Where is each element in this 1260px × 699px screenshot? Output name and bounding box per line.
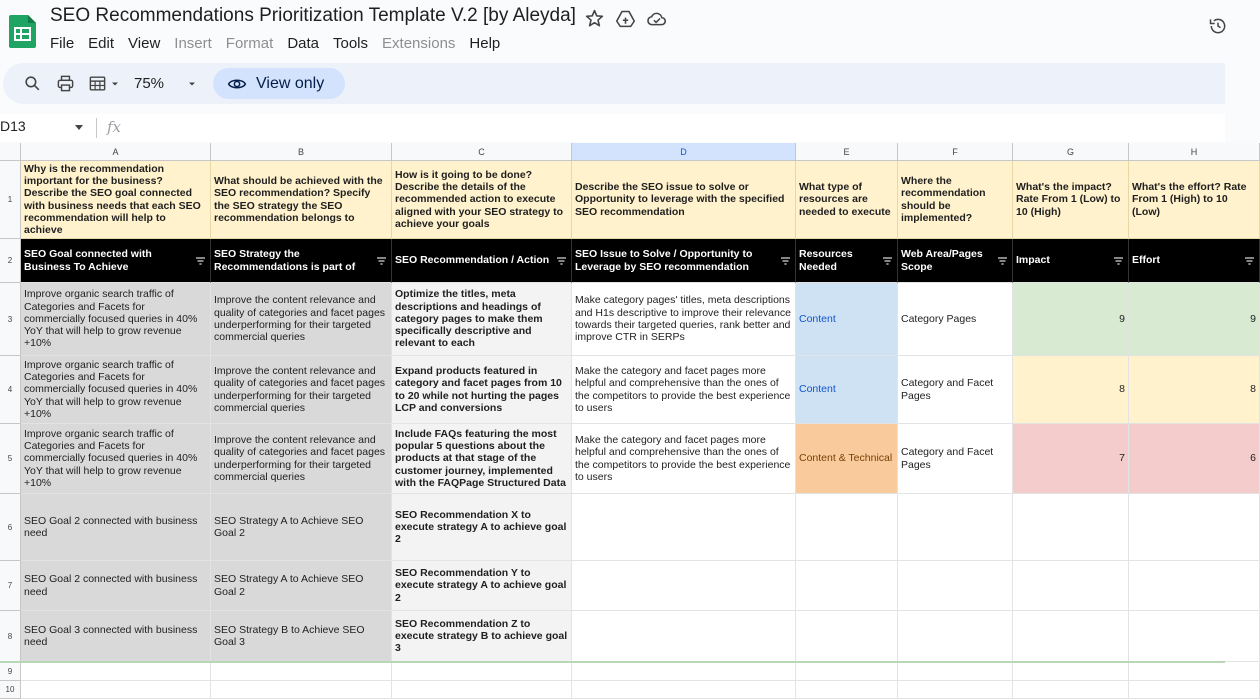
menu-format: Format — [225, 35, 274, 52]
strategy-cell[interactable] — [211, 283, 392, 356]
menu-view[interactable]: View — [128, 35, 161, 52]
recommendation-text: Include FAQs featuring the most popular 5 questions about the products at that stage of the customer journey, implemented with the FAQPage Structured Data — [395, 427, 566, 489]
row-header-7[interactable]: 7 — [0, 561, 21, 611]
resources-cell[interactable] — [796, 283, 898, 356]
history-icon[interactable] — [1208, 16, 1228, 36]
header-text: SEO Goal connected with Business To Achieve — [24, 248, 152, 273]
recommendation-cell[interactable] — [392, 356, 572, 424]
row-header-6[interactable]: 6 — [0, 494, 21, 561]
header-text: Web Area/Pages Scope — [901, 248, 983, 273]
row-header-5[interactable]: 5 — [0, 424, 21, 494]
strategy-cell[interactable] — [211, 494, 392, 561]
issue-text: Make the category and facet pages more helpful and comprehensive than the ones of the competitors to provide the best experience to users — [575, 433, 791, 483]
empty-cell[interactable] — [572, 681, 796, 699]
goal-text: Improve organic search traffic of Categories and Facets for commercially focused queries in 40% YoY that will help to grow revenue +10% — [24, 358, 198, 420]
goal-text: SEO Goal 2 connected with business need — [24, 573, 198, 598]
scope-cell[interactable] — [898, 424, 1013, 494]
header-cell-h[interactable] — [1129, 239, 1260, 283]
filter-icon[interactable] — [998, 257, 1007, 265]
resources-text: Content — [799, 312, 836, 325]
question-cell-a[interactable] — [21, 161, 211, 239]
effort-cell[interactable] — [1129, 424, 1260, 494]
row-header-2[interactable]: 2 — [0, 239, 21, 283]
impact-cell[interactable] — [1013, 424, 1129, 494]
issue-cell[interactable] — [572, 424, 796, 494]
zoom-value: 75% — [134, 75, 165, 92]
scope-cell[interactable] — [898, 283, 1013, 356]
question-cell-b[interactable] — [211, 161, 392, 239]
question-cell-e[interactable] — [796, 161, 898, 239]
row-header-8[interactable]: 8 — [0, 611, 21, 662]
recommendation-cell[interactable] — [392, 611, 572, 662]
impact-cell[interactable] — [1013, 356, 1129, 424]
scope-cell[interactable] — [898, 611, 1013, 662]
freeze-divider — [0, 661, 1225, 663]
strategy-text: Improve the content relevance and quality of categories and facet pages underperforming for their targeted commercial queries — [214, 364, 386, 414]
impact-text: 7 — [1119, 452, 1125, 465]
question-text: Describe the SEO issue to solve or Opportunity to leverage with the specified SEO recommendation — [575, 181, 785, 218]
effort-cell[interactable] — [1129, 494, 1260, 561]
question-text: How is it going to be done? Describe the details of the recommended action to execute aligned with your SEO strategy to achieve your goals — [395, 168, 564, 230]
strategy-text: SEO Strategy A to Achieve SEO Goal 2 — [214, 573, 364, 598]
empty-cell[interactable] — [1013, 681, 1129, 699]
row-header-4[interactable]: 4 — [0, 356, 21, 424]
menu-insert: Insert — [174, 35, 212, 52]
issue-cell[interactable] — [572, 611, 796, 662]
sheets-logo-icon[interactable] — [9, 15, 36, 48]
column-header-b[interactable]: B — [211, 143, 392, 161]
formula-bar — [0, 114, 1225, 142]
recommendation-cell[interactable] — [392, 283, 572, 356]
empty-cell[interactable] — [392, 681, 572, 699]
cloud-status-icon[interactable] — [646, 8, 667, 29]
menu-edit[interactable]: Edit — [88, 35, 115, 52]
filter-icon[interactable] — [1114, 257, 1123, 265]
goal-cell[interactable] — [21, 561, 211, 611]
filter-icon[interactable] — [781, 257, 790, 265]
filter-icon[interactable] — [377, 257, 386, 265]
goal-cell[interactable] — [21, 611, 211, 662]
resources-cell[interactable] — [796, 561, 898, 611]
strategy-cell[interactable] — [211, 356, 392, 424]
resources-text: Content — [799, 383, 836, 396]
goal-text: SEO Goal 2 connected with business need — [24, 514, 198, 539]
impact-text: 9 — [1119, 312, 1125, 325]
recommendation-cell[interactable] — [392, 494, 572, 561]
question-text: What should be achieved with the SEO recommendation? Specify the SEO strategy the SEO recommendation belongs to — [214, 174, 383, 224]
eye-icon — [227, 74, 247, 94]
move-to-drive-icon[interactable] — [615, 8, 636, 29]
empty-cell[interactable] — [21, 681, 211, 699]
header-cell-c[interactable] — [392, 239, 572, 283]
issue-cell[interactable] — [572, 561, 796, 611]
column-header-d[interactable]: D — [572, 143, 796, 161]
header-text: Impact — [1016, 254, 1050, 267]
goal-cell[interactable] — [21, 283, 211, 356]
effort-cell[interactable] — [1129, 611, 1260, 662]
question-cell-c[interactable] — [392, 161, 572, 239]
print-icon — [56, 74, 75, 93]
impact-cell[interactable] — [1013, 283, 1129, 356]
question-text: What's the impact? Rate From 1 (Low) to 10 (High) — [1016, 181, 1121, 218]
effort-cell[interactable] — [1129, 356, 1260, 424]
question-cell-g[interactable] — [1013, 161, 1129, 239]
resources-text: Content & Technical — [799, 452, 893, 465]
scope-cell[interactable] — [898, 356, 1013, 424]
select-all-corner[interactable] — [0, 143, 21, 161]
title-bar — [0, 0, 1225, 60]
header-cell-a[interactable] — [21, 239, 211, 283]
search-icon — [23, 74, 42, 93]
empty-cell[interactable] — [21, 662, 211, 681]
empty-cell[interactable] — [1129, 681, 1260, 699]
menu-extensions: Extensions — [382, 35, 456, 52]
header-text: SEO Recommendation / Action — [395, 254, 550, 267]
chevron-down-icon — [186, 78, 198, 90]
recommendation-text: SEO Recommendation Y to execute strategy A to achieve goal 2 — [395, 567, 567, 604]
header-cell-e[interactable] — [796, 239, 898, 283]
formula-divider — [96, 118, 97, 138]
print-button[interactable] — [56, 63, 75, 104]
header-cell-g[interactable] — [1013, 239, 1129, 283]
strategy-text: Improve the content relevance and quality of categories and facet pages underperforming for their targeted commercial queries — [214, 294, 386, 344]
effort-text: 9 — [1250, 312, 1256, 325]
row-header-10[interactable]: 10 — [0, 681, 21, 699]
filter-icon[interactable] — [1245, 257, 1254, 265]
impact-cell[interactable] — [1013, 494, 1129, 561]
issue-text: Make the category and facet pages more helpful and comprehensive than the ones of the competitors to provide the best experience to users — [575, 364, 791, 414]
recommendation-text: Expand products featured in category and facet pages from 10 to 20 while not hurting the pages LCP and conversions — [395, 364, 562, 414]
table-view-button[interactable] — [88, 63, 121, 104]
strategy-text: Improve the content relevance and quality of categories and facet pages underperforming for their targeted commercial queries — [214, 433, 386, 483]
resources-cell[interactable] — [796, 611, 898, 662]
strategy-cell[interactable] — [211, 611, 392, 662]
empty-cell[interactable] — [796, 662, 898, 681]
effort-text: 8 — [1250, 383, 1256, 396]
effort-cell[interactable] — [1129, 283, 1260, 356]
question-text: What's the effort? Rate From 1 (High) to 10 (Low) — [1132, 181, 1247, 218]
empty-cell[interactable] — [1129, 662, 1260, 681]
strategy-text: SEO Strategy A to Achieve SEO Goal 2 — [214, 514, 364, 539]
question-cell-h[interactable] — [1129, 161, 1260, 239]
issue-cell[interactable] — [572, 283, 796, 356]
recommendation-text: Optimize the titles, meta descriptions and headings of category pages to make them specifically descriptive and relevant to each — [395, 288, 543, 350]
effort-text: 6 — [1250, 452, 1256, 465]
recommendation-text: SEO Recommendation Z to execute strategy B to achieve goal 3 — [395, 617, 568, 655]
column-header-g[interactable]: G — [1013, 143, 1129, 161]
header-text: SEO Strategy the Recommendations is part of — [214, 248, 356, 273]
zoom-select[interactable] — [134, 63, 198, 104]
view-only-button[interactable] — [213, 68, 345, 99]
effort-cell[interactable] — [1129, 561, 1260, 611]
goal-text: Improve organic search traffic of Categories and Facets for commercially focused queries in 40% YoY that will help to grow revenue +10% — [24, 288, 198, 350]
question-cell-d[interactable] — [572, 161, 796, 239]
row-header-1[interactable]: 1 — [0, 161, 21, 239]
issue-cell[interactable] — [572, 494, 796, 561]
name-box[interactable]: D13 — [0, 118, 26, 134]
recommendation-cell[interactable] — [392, 561, 572, 611]
header-text: Effort — [1132, 254, 1160, 267]
scope-cell[interactable] — [898, 561, 1013, 611]
menu-file[interactable]: File — [50, 35, 75, 52]
header-text: SEO Issue to Solve / Opportunity to Leverage by SEO recommendation — [575, 248, 753, 273]
empty-cell[interactable] — [211, 681, 392, 699]
filter-icon[interactable] — [883, 257, 892, 265]
menu-tools[interactable]: Tools — [333, 35, 369, 52]
strategy-text: SEO Strategy B to Achieve SEO Goal 3 — [214, 623, 365, 648]
goal-cell[interactable] — [21, 424, 211, 494]
scope-cell[interactable] — [898, 494, 1013, 561]
row-header-9[interactable]: 9 — [0, 662, 21, 681]
view-only-label: View only — [256, 74, 325, 92]
resources-cell[interactable] — [796, 356, 898, 424]
goal-text: SEO Goal 3 connected with business need — [24, 623, 198, 648]
document-title[interactable]: SEO Recommendations Prioritization Template V.2 [by Aleyda] — [50, 5, 576, 26]
resources-cell[interactable] — [796, 424, 898, 494]
search-button[interactable] — [23, 63, 42, 104]
question-text: What type of resources are needed to execute — [799, 181, 891, 218]
toolbar — [3, 63, 1225, 104]
column-header-f[interactable]: F — [898, 143, 1013, 161]
filter-icon[interactable] — [557, 257, 566, 265]
empty-cell[interactable] — [898, 662, 1013, 681]
menu-data[interactable]: Data — [287, 35, 319, 52]
impact-text: 8 — [1119, 383, 1125, 396]
goal-cell[interactable] — [21, 356, 211, 424]
strategy-cell[interactable] — [211, 561, 392, 611]
issue-text: Make category pages' titles, meta descriptions and H1s descriptive to improve their relevance towards their targeted queries, rank better and improve CTR in SERPs — [575, 294, 791, 344]
column-header-e[interactable]: E — [796, 143, 898, 161]
scope-text: Category and Facet Pages — [901, 446, 994, 471]
recommendation-text: SEO Recommendation X to execute strategy A to achieve goal 2 — [395, 508, 567, 546]
header-text: Resources Needed — [799, 248, 853, 273]
formula-input[interactable] — [135, 120, 1215, 138]
menu-help[interactable]: Help — [469, 35, 501, 52]
star-icon[interactable] — [584, 8, 605, 29]
column-header-c[interactable]: C — [392, 143, 572, 161]
column-header-h[interactable]: H — [1129, 143, 1260, 161]
issue-cell[interactable] — [572, 356, 796, 424]
empty-cell[interactable] — [392, 662, 572, 681]
empty-cell[interactable] — [898, 681, 1013, 699]
question-text: Why is the recommendation important for the business? Describe the SEO goal connected with business needs that each SEO recommendation will help to achieve — [24, 162, 201, 237]
question-cell-f[interactable] — [898, 161, 1013, 239]
empty-cell[interactable] — [796, 681, 898, 699]
scope-text: Category Pages — [901, 312, 977, 325]
resources-cell[interactable] — [796, 494, 898, 561]
table-view-icon — [88, 74, 107, 93]
scope-text: Category and Facet Pages — [901, 377, 994, 402]
header-cell-d[interactable] — [572, 239, 796, 283]
goal-text: Improve organic search traffic of Categories and Facets for commercially focused queries in 40% YoY that will help to grow revenue +10% — [24, 427, 198, 489]
impact-cell[interactable] — [1013, 611, 1129, 662]
goal-cell[interactable] — [21, 494, 211, 561]
row-header-3[interactable]: 3 — [0, 283, 21, 356]
strategy-cell[interactable] — [211, 424, 392, 494]
chevron-down-icon — [109, 78, 121, 90]
column-header-a[interactable]: A — [21, 143, 211, 161]
empty-cell[interactable] — [1013, 662, 1129, 681]
filter-icon[interactable] — [196, 257, 205, 265]
spreadsheet-grid[interactable] — [0, 143, 1256, 694]
empty-cell[interactable] — [572, 662, 796, 681]
recommendation-cell[interactable] — [392, 424, 572, 494]
name-box-chevron-icon[interactable] — [75, 125, 83, 130]
menu-bar — [50, 33, 514, 54]
header-cell-f[interactable] — [898, 239, 1013, 283]
question-text: Where the recommendation should be implemented? — [901, 174, 986, 224]
empty-cell[interactable] — [211, 662, 392, 681]
header-cell-b[interactable] — [211, 239, 392, 283]
fx-icon: fx — [107, 118, 122, 136]
impact-cell[interactable] — [1013, 561, 1129, 611]
